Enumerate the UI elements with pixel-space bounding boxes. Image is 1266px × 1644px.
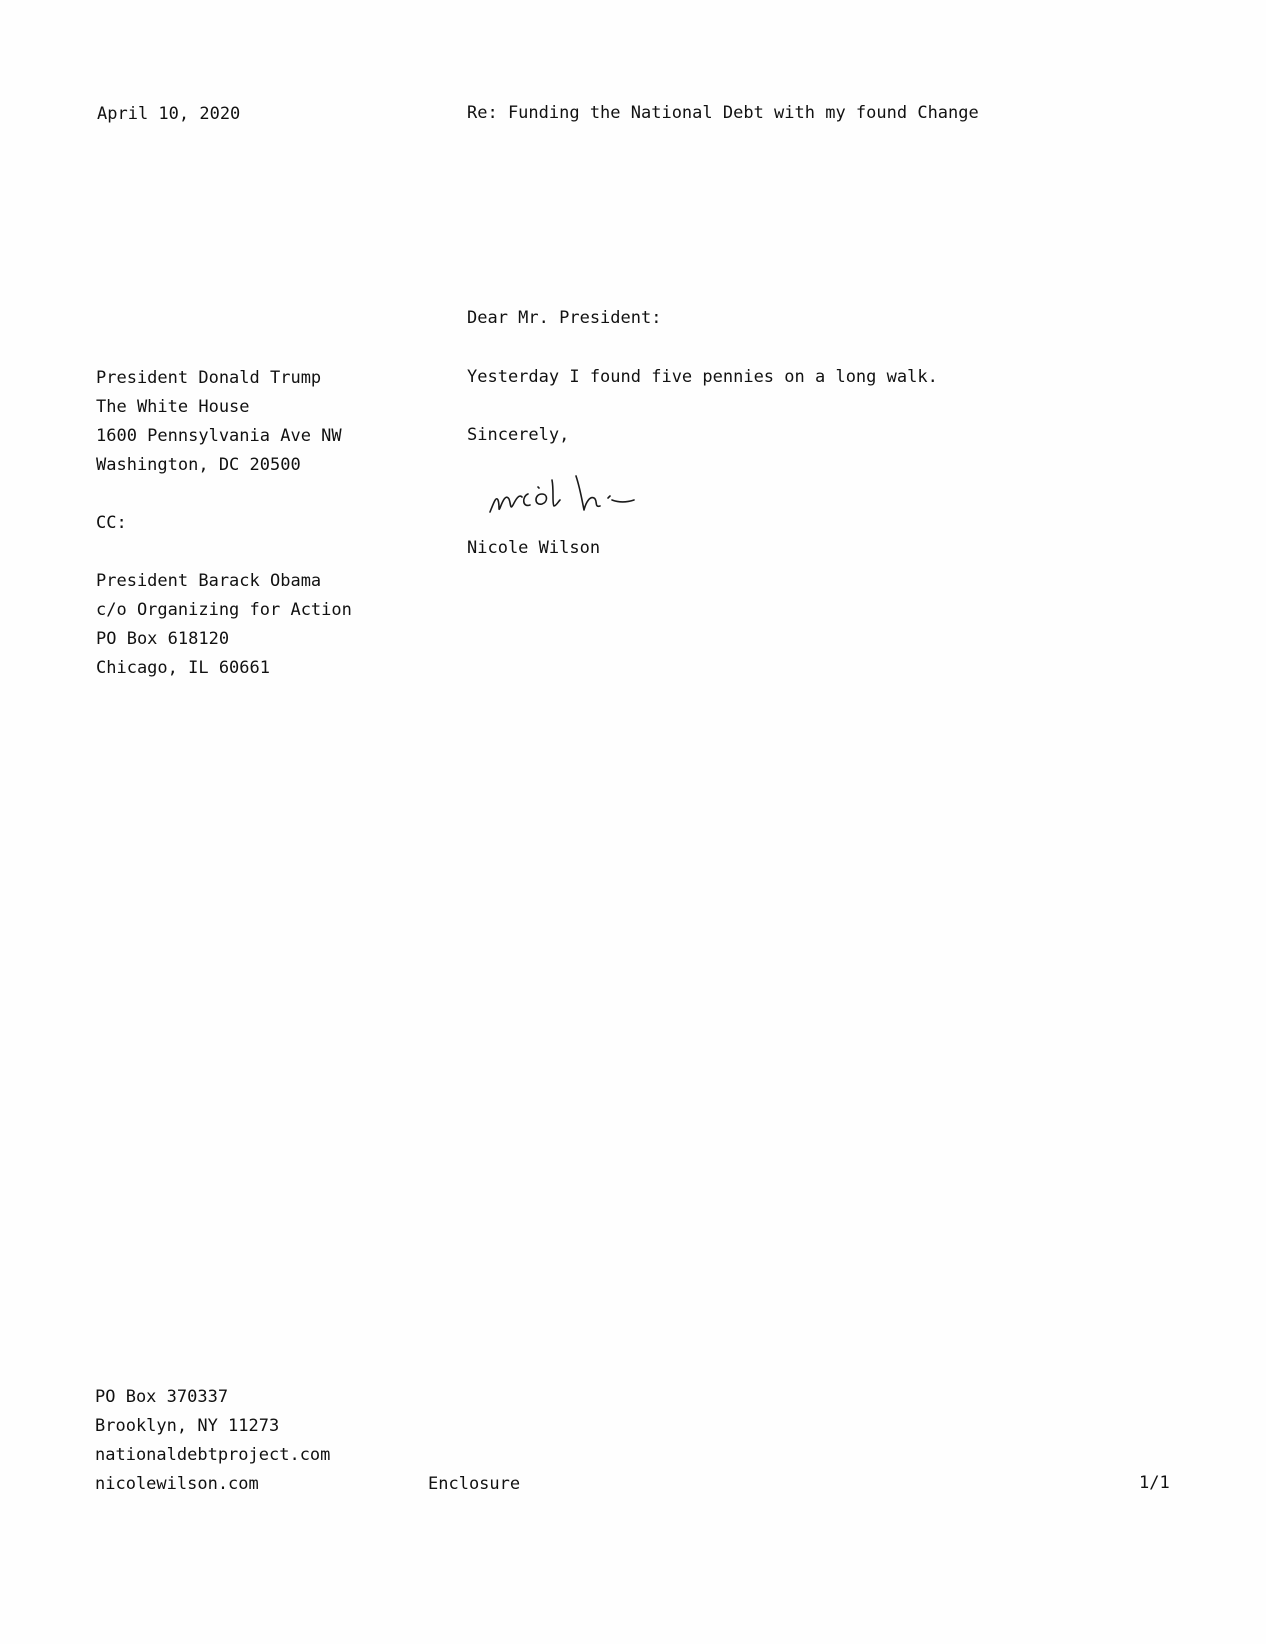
page-number: 1/1: [1139, 1473, 1170, 1493]
recipient-line: President Donald Trump: [96, 368, 322, 388]
body-text: Yesterday I found five pennies on a long walk.: [467, 367, 938, 387]
footer-line: nicolewilson.com: [95, 1474, 259, 1494]
footer-address: [95, 1383, 330, 1499]
salutation: Dear Mr. President:: [467, 308, 662, 328]
footer-line: nationaldebtproject.com: [95, 1445, 331, 1465]
cc-line: Chicago, IL 60661: [96, 658, 270, 678]
recipient-line: The White House: [96, 397, 250, 417]
cc-line: c/o Organizing for Action: [96, 600, 352, 620]
enclosure-label: Enclosure: [428, 1474, 521, 1494]
footer-line: Brooklyn, NY 11273: [95, 1416, 280, 1436]
recipient-line: Washington, DC 20500: [96, 455, 301, 475]
cc-address: [96, 567, 352, 683]
cc-line: PO Box 618120: [96, 629, 230, 649]
letter-date: April 10, 2020: [97, 104, 241, 124]
closing: Sincerely,: [467, 425, 570, 445]
letter-subject: Re: Funding the National Debt with my found Change: [467, 103, 979, 123]
signature-image: [486, 472, 726, 522]
signer-name: Nicole Wilson: [467, 538, 601, 558]
recipient-address: [96, 364, 342, 480]
cc-label: CC:: [96, 513, 127, 533]
recipient-line: 1600 Pennsylvania Ave NW: [96, 426, 342, 446]
cc-line: President Barack Obama: [96, 571, 322, 591]
footer-line: PO Box 370337: [95, 1387, 229, 1407]
